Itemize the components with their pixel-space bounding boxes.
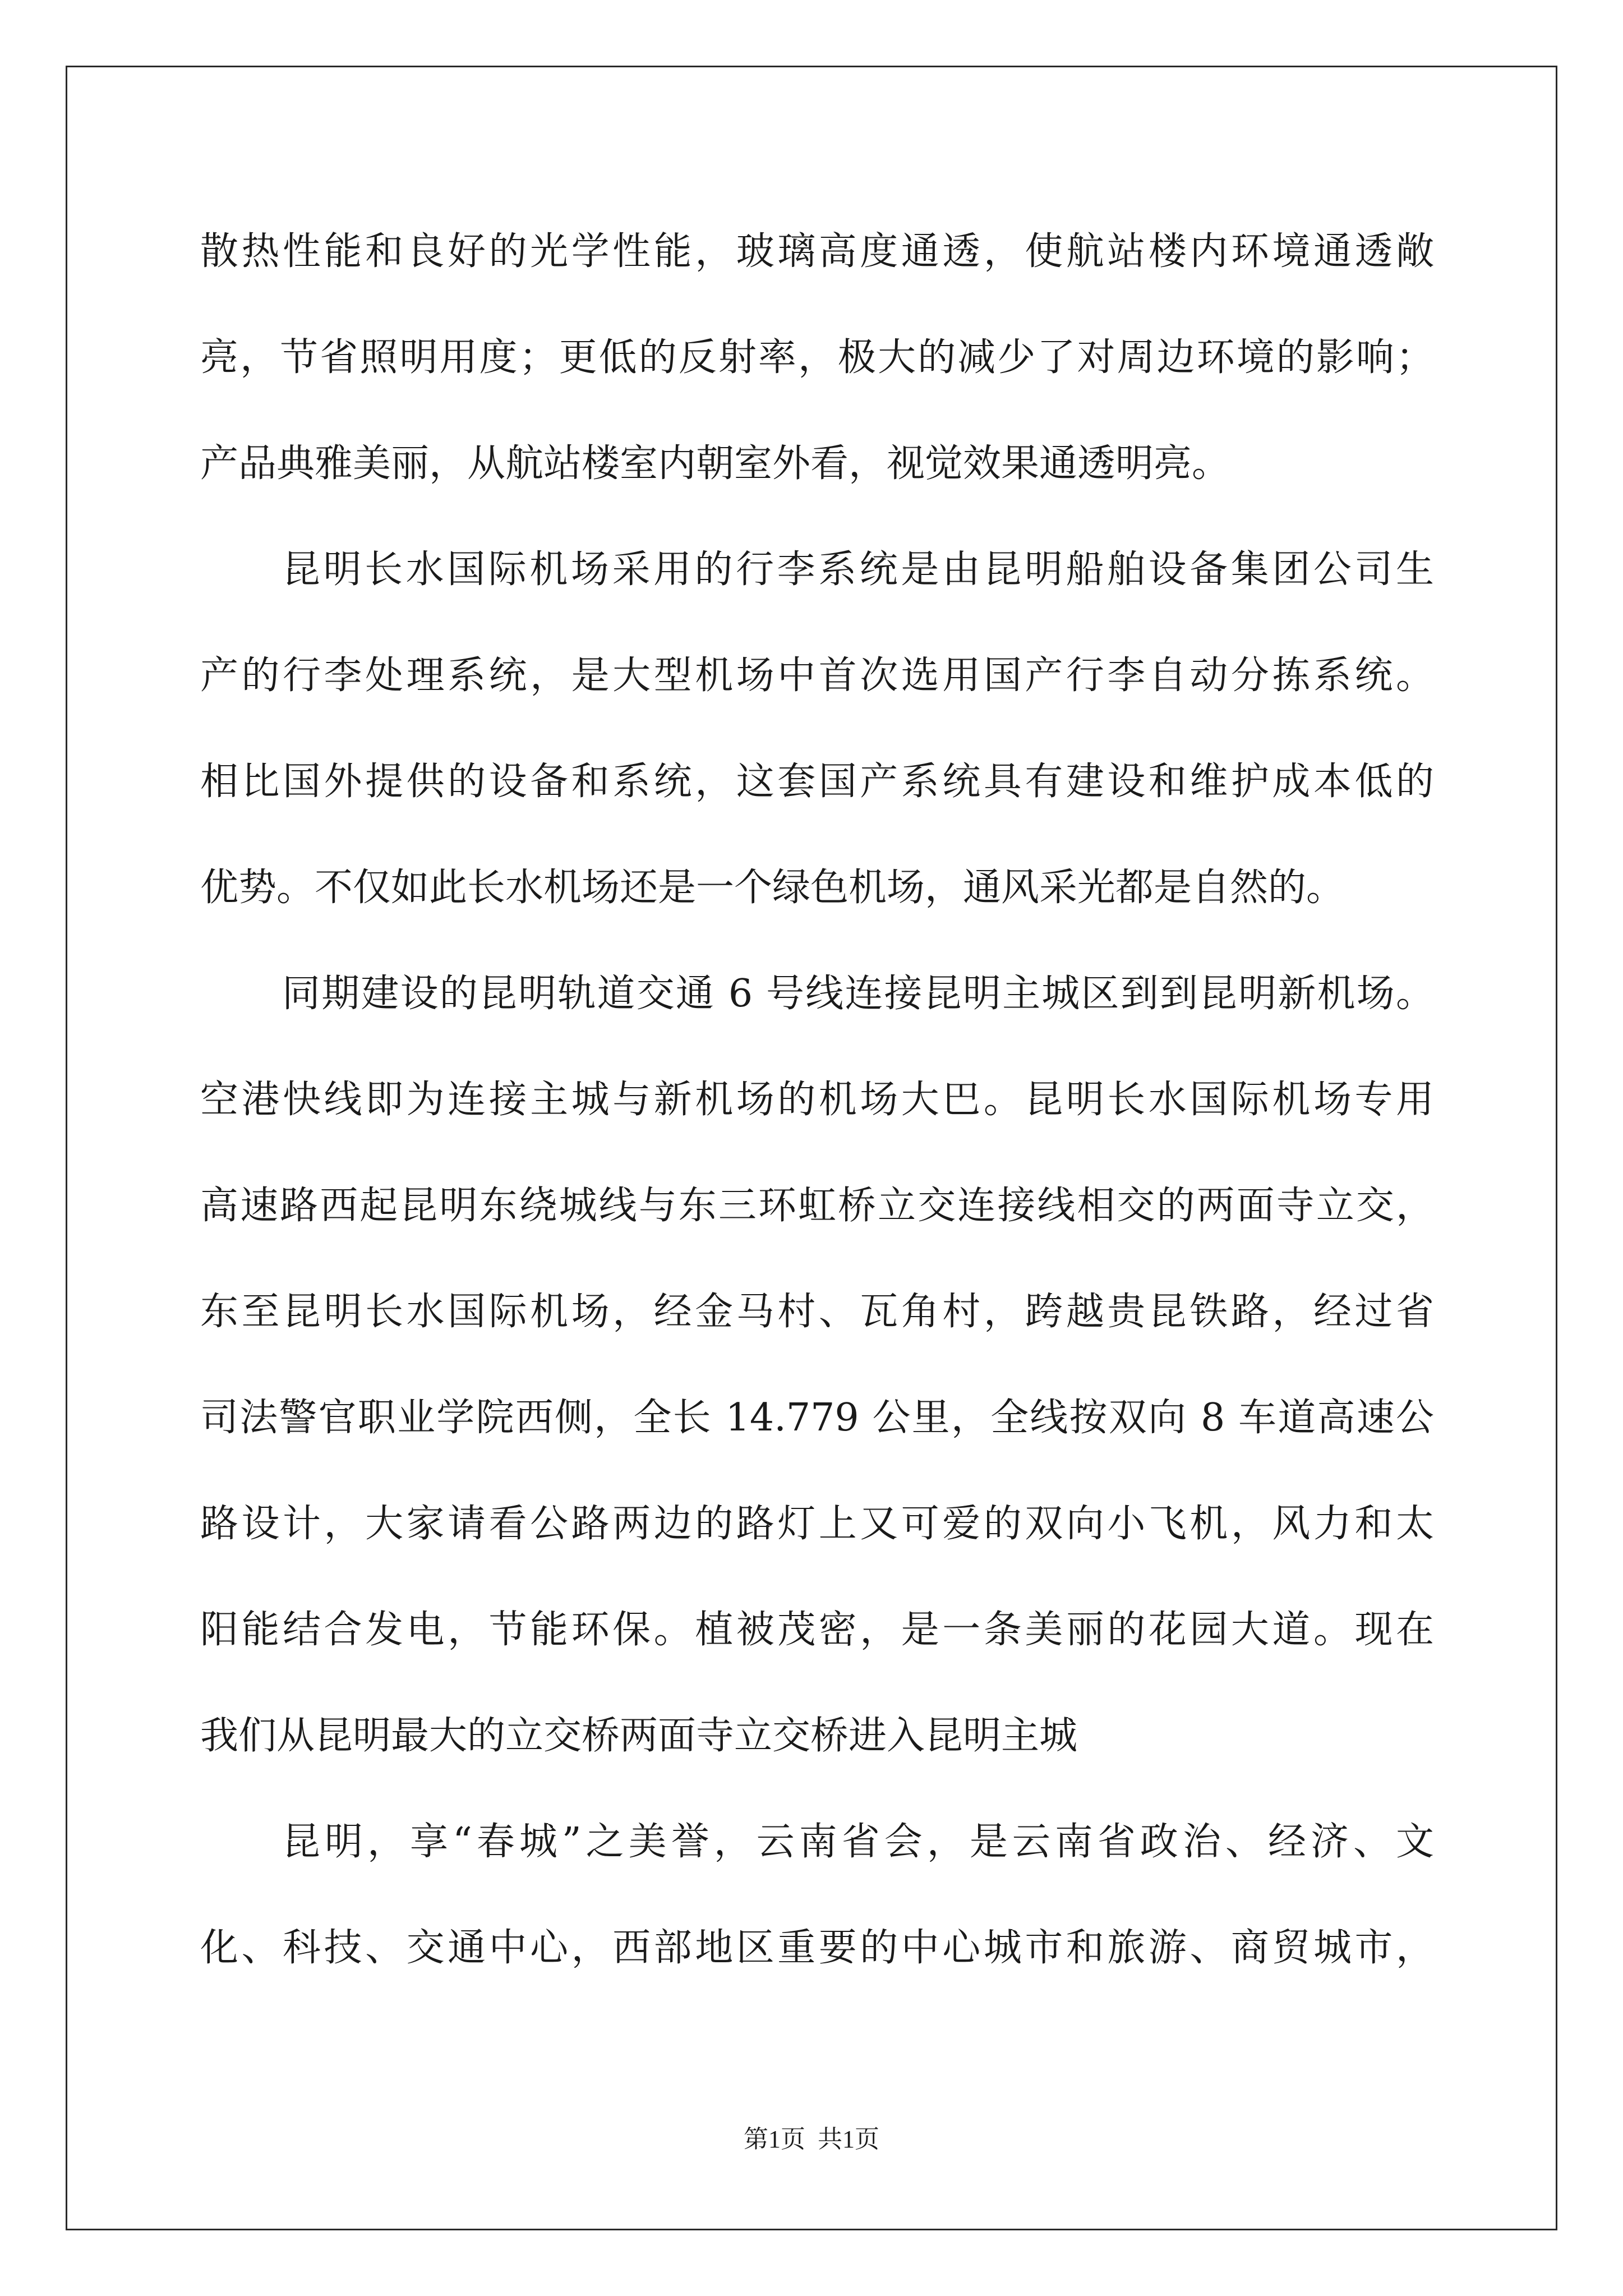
paragraph xyxy=(200,1789,1434,2001)
text-line: 优势。不仅如此长水机场还是一个绿色机场，通风采光都是自然的。 xyxy=(200,866,1345,910)
text-line: 化、科技、交通中心，西部地区重要的中心城市和旅游、商贸城市， xyxy=(200,1926,1434,1970)
text-line: 阳能结合发电，节能环保。植被茂密，是一条美丽的花园大道。现在 xyxy=(200,1608,1434,1652)
page-footer: 第1页 共1页 xyxy=(744,2125,879,2153)
paragraph xyxy=(200,941,1434,1789)
text-line: 相比国外提供的设备和系统，这套国产系统具有建设和维护成本低的 xyxy=(200,760,1434,804)
text-line: 昆明，享“春城”之美誉，云南省会，是云南省政治、经济、文 xyxy=(282,1820,1434,1864)
text-line: 产品典雅美丽，从航站楼室内朝室外看，视觉效果通透明亮。 xyxy=(200,441,1230,486)
text-line: 散热性能和良好的光学性能，玻璃高度通透，使航站楼内环境通透敞 xyxy=(200,229,1434,274)
body-text xyxy=(200,199,1434,2001)
text-line: 产的行李处理系统，是大型机场中首次选用国产行李自动分拣系统。 xyxy=(200,654,1434,698)
text-line: 高速路西起昆明东绕城线与东三环虹桥立交连接线相交的两面寺立交， xyxy=(200,1184,1434,1228)
text-line: 司法警官职业学院西侧，全长 14.779 公里，全线按双向 8 车道高速公 xyxy=(200,1396,1434,1440)
text-line: 亮，节省照明用度；更低的反射率，极大的减少了对周边环境的影响； xyxy=(200,335,1434,380)
text-line: 我们从昆明最大的立交桥两面寺立交桥进入昆明主城 xyxy=(200,1714,1078,1758)
text-line: 路设计，大家请看公路两边的路灯上又可爱的双向小飞机，风力和太 xyxy=(200,1502,1434,1546)
paragraph xyxy=(200,517,1434,941)
text-line: 空港快线即为连接主城与新机场的机场大巴。昆明长水国际机场专用 xyxy=(200,1078,1434,1122)
text-line: 昆明长水国际机场采用的行李系统是由昆明船舶设备集团公司生 xyxy=(282,547,1434,592)
paragraph xyxy=(200,199,1434,517)
text-line: 同期建设的昆明轨道交通 6 号线连接昆明主城区到到昆明新机场。 xyxy=(282,972,1434,1016)
text-line: 东至昆明长水国际机场，经金马村、瓦角村，跨越贵昆铁路，经过省 xyxy=(200,1290,1434,1334)
